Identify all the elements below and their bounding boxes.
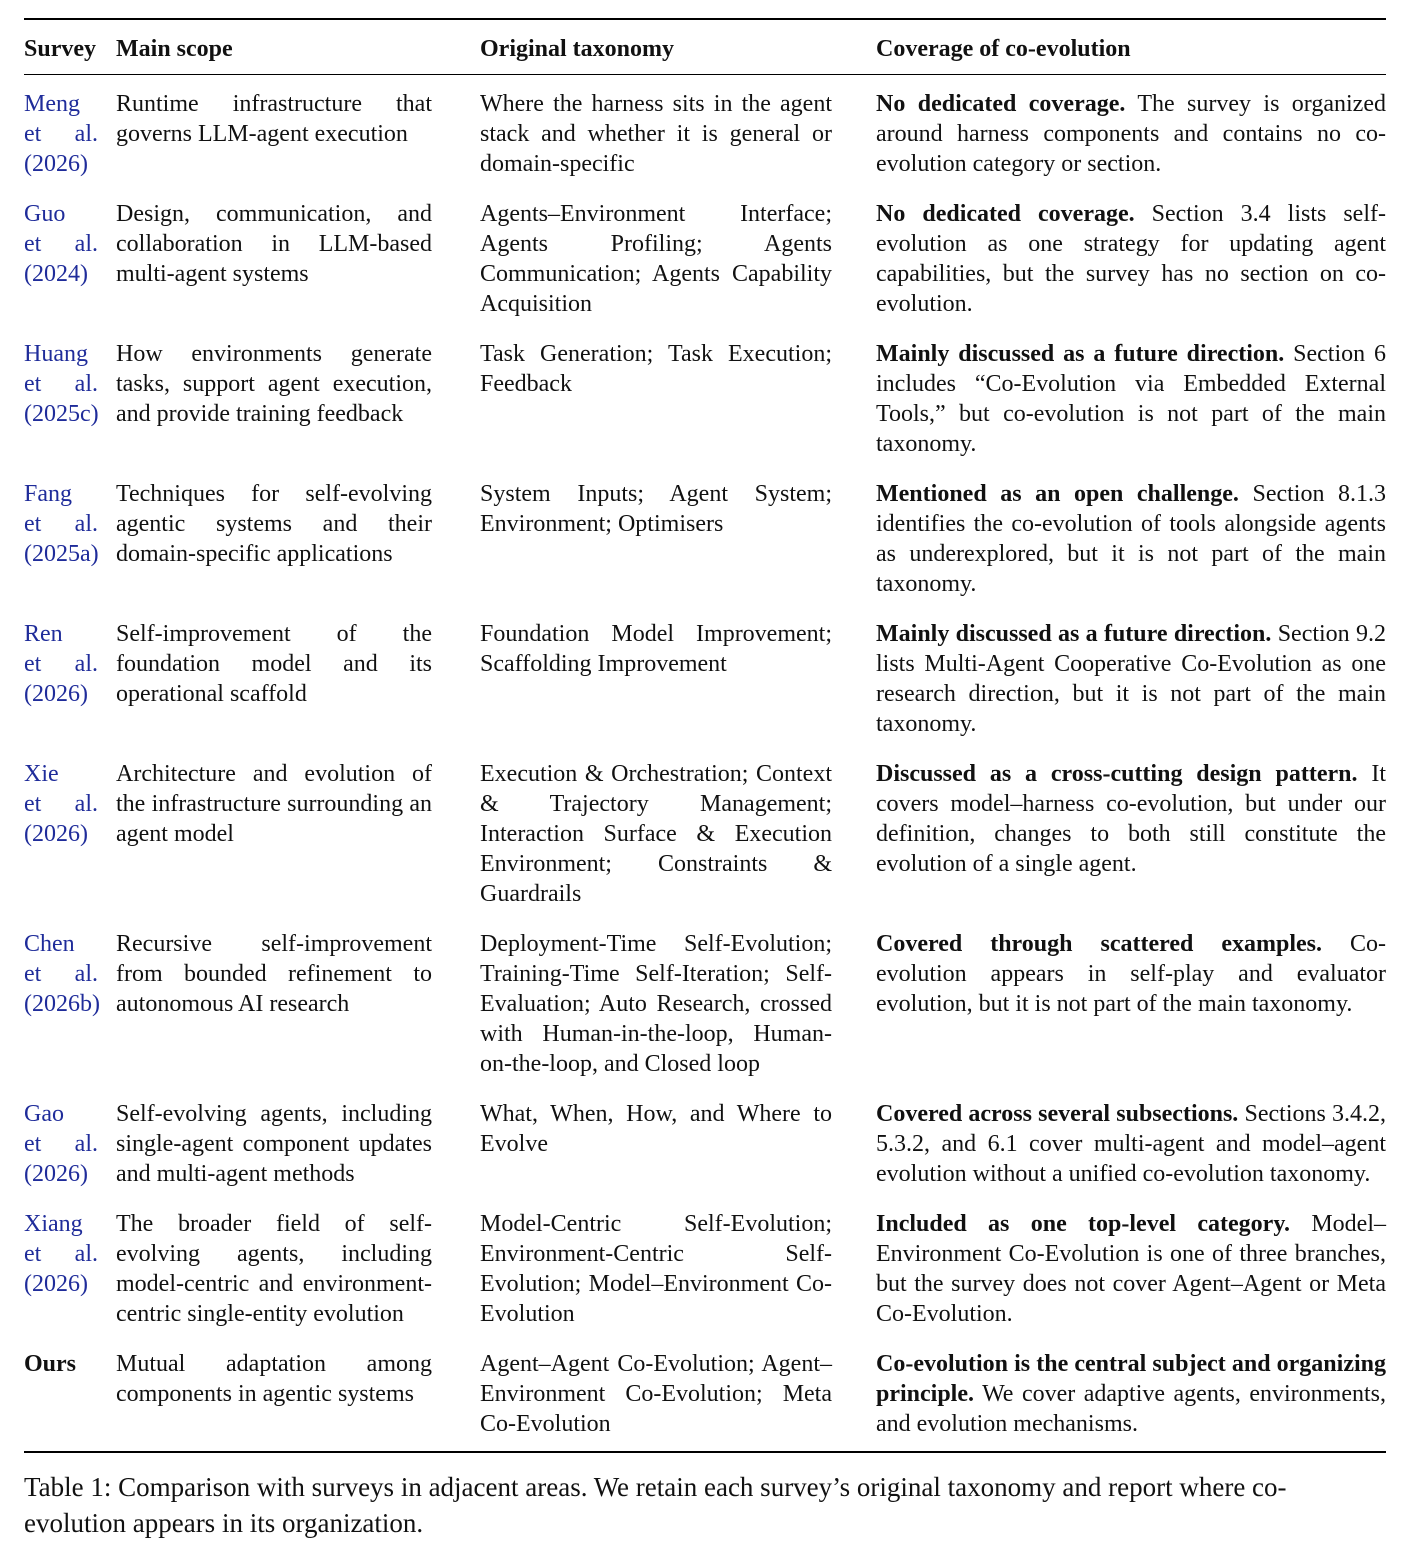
main-scope-cell: Recursive self-improvement from bounded refinement to autonomous AI research [116,931,432,1017]
main-scope-cell: How environments generate tasks, support agent execution, and provide training feedback [116,341,432,427]
survey-citation[interactable] [24,327,116,467]
taxonomy-cell: Foundation Model Improvement; Scaffolding Improvement [480,621,832,677]
survey-citation[interactable] [24,917,116,1087]
citation-year[interactable]: (2025c) [24,401,99,427]
survey-citation[interactable] [24,1197,116,1337]
citation-author[interactable]: Fang [24,481,72,507]
citation-author[interactable]: Ren [24,621,63,647]
taxonomy-cell: What, When, How, and Where to Evolve [480,1101,832,1157]
table-row [24,1087,1386,1197]
coverage-cell [854,1087,1386,1197]
coverage-cell [854,1337,1386,1452]
citation-author[interactable]: Xie [24,761,59,787]
header-coverage: Coverage of co-evolution [854,19,1386,75]
header-main-scope: Main scope [116,19,456,75]
coverage-detail: Section 9.2 lists Multi-Agent Cooperative Co-Evolution as one research direction, but it is not part of the main taxonomy. [876,621,1386,737]
taxonomy-cell: Agents–Environment Interface; Agents Profiling; Agents Communication; Agents Capability Acquisition [480,201,832,317]
coverage-summary: Covered through scattered examples. [876,931,1322,957]
taxonomy-cell: Execution & Orchestration; Context & Trajectory Management; Interaction Surface & Execution Environment; Constraints & Guardrails [480,761,832,907]
taxonomy-cell: Where the harness sits in the agent stack and whether it is general or domain-specific [480,91,832,177]
taxonomy-cell: Deployment-Time Self-Evolution; Training-Time Self-Iteration; Self-Evaluation; Auto Research, crossed with Human-in-the-loop, Human-on-the-loop, and Closed loop [480,931,832,1077]
citation-year[interactable]: (2026) [24,1271,88,1297]
citation-author[interactable]: Meng [24,91,80,117]
table-container [24,18,1386,1541]
table-caption: Table 1: Comparison with surveys in adjacent areas. We retain each survey’s original taxonomy and report where co-evolution appears in its organization. [24,1472,1287,1538]
main-scope-cell: Techniques for self-evolving agentic systems and their domain-specific applications [116,481,432,567]
main-scope-cell: The broader field of self-evolving agents, including model-centric and environment-centric single-entity evolution [116,1211,432,1327]
citation-etal[interactable]: et al. [24,121,98,147]
coverage-detail: It covers model–harness co-evolution, but under our definition, changes to both still constitute the evolution of a single agent. [876,761,1387,877]
coverage-summary: No dedicated coverage. [876,201,1135,227]
coverage-detail: Section 6 includes “Co-Evolution via Embedded External Tools,” but co-evolution is not part of the main taxonomy. [876,341,1386,457]
citation-author[interactable]: Gao [24,1101,64,1127]
comparison-table [24,18,1386,1453]
header-original-taxonomy: Original taxonomy [456,19,854,75]
coverage-cell [854,467,1386,607]
coverage-summary: Co-evolution is the central subject and organizing principle. [876,1351,1386,1407]
coverage-cell [854,75,1386,188]
citation-year[interactable]: (2024) [24,261,88,287]
citation-etal[interactable]: et al. [24,231,98,257]
citation-author[interactable]: Chen [24,931,75,957]
taxonomy-cell: Model-Centric Self-Evolution; Environment-Centric Self-Evolution; Model–Environment Co-Evolution [480,1211,832,1327]
citation-etal[interactable]: et al. [24,961,98,987]
coverage-summary: Included as one top-level category. [876,1211,1290,1237]
table-row [24,747,1386,917]
citation-author[interactable]: Xiang [24,1211,83,1237]
survey-citation[interactable] [24,607,116,747]
coverage-cell [854,747,1386,917]
citation-etal[interactable]: et al. [24,1241,98,1267]
citation-author[interactable]: Guo [24,201,66,227]
table-row-ours [24,1337,1386,1452]
citation-year[interactable]: (2026) [24,151,88,177]
citation-year[interactable]: (2026) [24,1161,88,1187]
survey-citation[interactable] [24,747,116,917]
survey-ours-label: Ours [24,1337,116,1452]
survey-citation[interactable] [24,75,116,188]
coverage-detail: Section 3.4 lists self-evolution as one strategy for updating agent capabilities, but the survey has no section on co-evolution. [876,201,1386,317]
taxonomy-cell: Task Generation; Task Execution; Feedback [480,341,832,397]
coverage-cell [854,327,1386,467]
table-row [24,1197,1386,1337]
table-row [24,607,1386,747]
survey-citation[interactable] [24,1087,116,1197]
coverage-cell [854,607,1386,747]
main-scope-cell: Design, communication, and collaboration in LLM-based multi-agent systems [116,201,432,287]
survey-citation[interactable] [24,467,116,607]
survey-citation[interactable] [24,187,116,327]
header-survey: Survey [24,19,116,75]
table-header-row [24,19,1386,75]
coverage-summary: Covered across several subsections. [876,1101,1239,1127]
citation-etal[interactable]: et al. [24,511,98,537]
table-row [24,75,1386,188]
coverage-detail: We cover adaptive agents, environments, and evolution mechanisms. [876,1381,1386,1437]
coverage-summary: Mentioned as an open challenge. [876,481,1239,507]
table-body [24,75,1386,1453]
table-row [24,187,1386,327]
citation-etal[interactable]: et al. [24,791,98,817]
citation-author[interactable]: Huang [24,341,88,367]
table-row [24,467,1386,607]
main-scope-cell: Mutual adaptation among components in agentic systems [116,1337,456,1452]
coverage-detail: The survey is organized around harness components and contains no co-evolution category or section. [876,91,1386,177]
coverage-detail: Section 8.1.3 identifies the co-evolution of tools alongside agents as underexplored, but it is not part of the main taxonomy. [876,481,1387,597]
coverage-cell [854,187,1386,327]
coverage-cell [854,917,1386,1087]
citation-etal[interactable]: et al. [24,1131,98,1157]
coverage-detail: Model–Environment Co-Evolution is one of three branches, but the survey does not cover Agent–Agent or Meta Co-Evolution. [876,1211,1387,1327]
table-row [24,917,1386,1087]
main-scope-cell: Self-improvement of the foundation model and its operational scaffold [116,621,432,707]
citation-year[interactable]: (2025a) [24,541,99,567]
main-scope-cell: Architecture and evolution of the infrastructure surrounding an agent model [116,761,432,847]
citation-etal[interactable]: et al. [24,651,98,677]
coverage-detail: Co-evolution appears in self-play and evaluator evolution, but it is not part of the main taxonomy. [876,931,1386,1017]
citation-year[interactable]: (2026b) [24,991,100,1017]
coverage-summary: Mainly discussed as a future direction. [876,341,1285,367]
main-scope-cell: Self-evolving agents, including single-agent component updates and multi-agent methods [116,1101,432,1187]
taxonomy-cell: System Inputs; Agent System; Environment; Optimisers [480,481,832,537]
coverage-summary: Discussed as a cross-cutting design pattern. [876,761,1358,787]
coverage-summary: No dedicated coverage. [876,91,1126,117]
main-scope-cell: Runtime infrastructure that governs LLM-agent execution [116,91,432,147]
citation-year[interactable]: (2026) [24,821,88,847]
citation-year[interactable]: (2026) [24,681,88,707]
table-row [24,327,1386,467]
taxonomy-cell: Agent–Agent Co-Evolution; Agent–Environment Co-Evolution; Meta Co-Evolution [456,1337,854,1452]
coverage-summary: Mainly discussed as a future direction. [876,621,1272,647]
coverage-detail: Sections 3.4.2, 5.3.2, and 6.1 cover multi-agent and model–agent evolution without a unified co-evolution taxonomy. [876,1101,1387,1187]
coverage-cell [854,1197,1386,1337]
citation-etal[interactable]: et al. [24,371,98,397]
